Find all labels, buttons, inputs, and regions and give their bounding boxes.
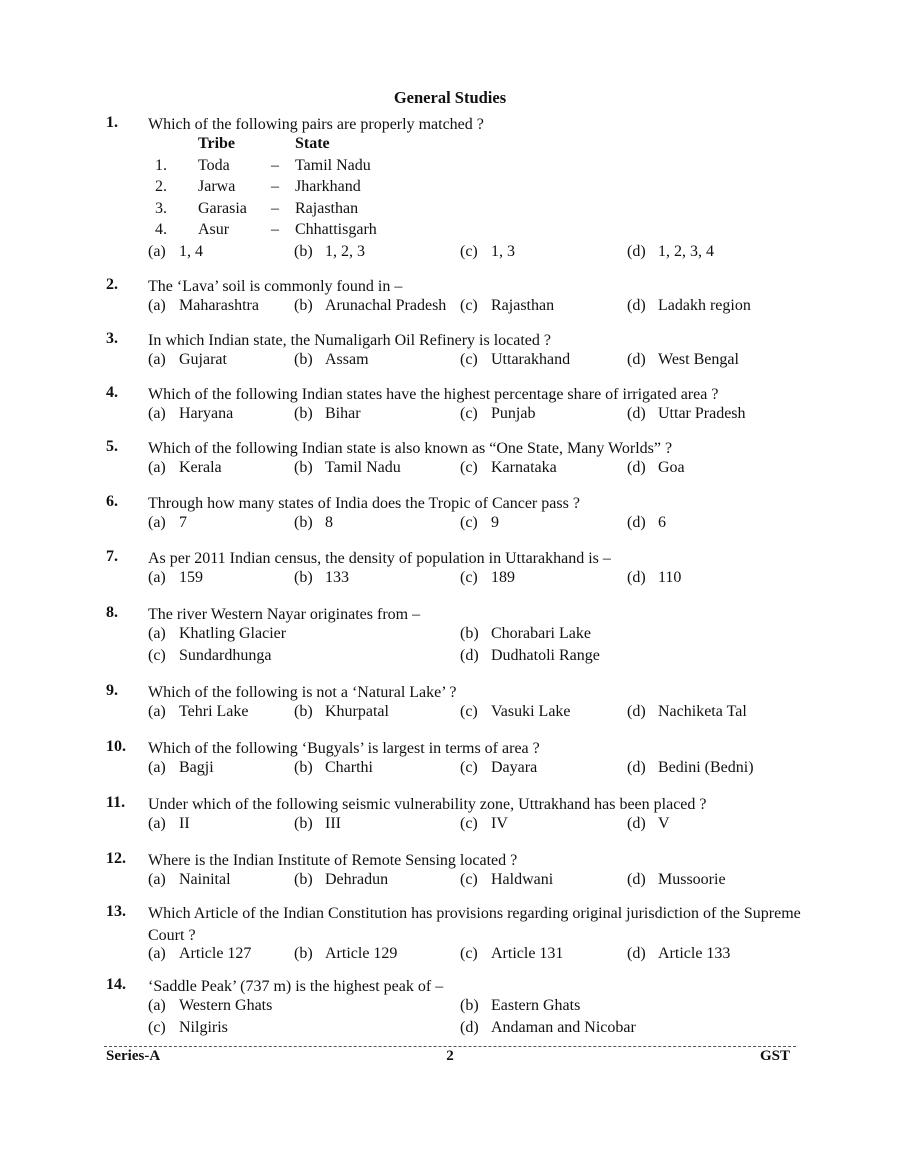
question-text: Which of the following pairs are properly matched ? (148, 116, 484, 133)
option-a: (a) Bagji (148, 759, 214, 776)
page-title: General Studies (393, 88, 507, 107)
option-b: (b) Article 129 (294, 945, 398, 962)
option-b: (b) Assam (294, 351, 369, 368)
option-b: (b) Khurpatal (294, 703, 389, 720)
option-d: (d) 110 (627, 569, 682, 586)
tribe-name: Toda (198, 157, 230, 174)
question-text: The river Western Nayar originates from – (148, 606, 421, 623)
footer-series: Series-A (106, 1048, 161, 1064)
question-number: 7. (106, 548, 118, 565)
question-text: As per 2011 Indian census, the density of population in Uttarakhand is – (148, 550, 611, 567)
question-number: 13. (106, 903, 126, 920)
header-tribe: Tribe (198, 135, 236, 152)
option-c: (c) Article 131 (460, 945, 564, 962)
option-d: (d) West Bengal (627, 351, 739, 368)
question-number: 10. (106, 738, 126, 755)
option-d: (d) Article 133 (627, 945, 731, 962)
row-number: 4. (155, 221, 167, 238)
option-c: (c) Rajasthan (460, 297, 555, 314)
option-c: (c) Haldwani (460, 871, 554, 888)
option-c: (c) Sundardhunga (148, 647, 272, 664)
option-b: (b) Charthi (294, 759, 373, 776)
option-c: (c) 1, 3 (460, 243, 515, 260)
tribe-name: Garasia (198, 200, 247, 217)
option-a: (a) 1, 4 (148, 243, 203, 260)
option-b: (b) Bihar (294, 405, 361, 422)
question-number: 8. (106, 604, 118, 621)
option-c: (c) Uttarakhand (460, 351, 571, 368)
option-a: (a) 7 (148, 514, 187, 531)
question-text: Which of the following Indian state is also known as “One State, Many Worlds” ? (148, 440, 673, 457)
question-text: Where is the Indian Institute of Remote Sensing located ? (148, 852, 518, 869)
option-b: (b) III (294, 815, 341, 832)
option-c: (c) 9 (460, 514, 499, 531)
state-name: Chhattisgarh (295, 221, 377, 238)
dash: – (271, 157, 279, 174)
question-text: The ‘Lava’ soil is commonly found in – (148, 278, 403, 295)
header-state: State (295, 135, 330, 152)
option-b: (b) Chorabari Lake (460, 625, 591, 642)
question-number: 1. (106, 114, 118, 131)
footer-divider (104, 1046, 796, 1047)
question-number: 3. (106, 330, 118, 347)
option-c: (c) Karnataka (460, 459, 557, 476)
option-a: (a) Western Ghats (148, 997, 273, 1014)
option-d: (d) Dudhatoli Range (460, 647, 600, 664)
dash: – (271, 178, 279, 195)
state-name: Tamil Nadu (295, 157, 371, 174)
option-a: (a) Article 127 (148, 945, 252, 962)
question-text: Which of the following is not a ‘Natural Lake’ ? (148, 684, 457, 701)
option-a: (a) Kerala (148, 459, 222, 476)
option-d: (d) 6 (627, 514, 666, 531)
footer-page-number: 2 (446, 1048, 454, 1064)
option-c: (c) Nilgiris (148, 1019, 228, 1036)
question-number: 12. (106, 850, 126, 867)
option-a: (a) Maharashtra (148, 297, 259, 314)
question-text: Which of the following Indian states have the highest percentage share of irrigated area ? (148, 386, 719, 403)
option-d: (d) Goa (627, 459, 685, 476)
question-text: Under which of the following seismic vulnerability zone, Uttrakhand has been placed ? (148, 796, 707, 813)
question-number: 5. (106, 438, 118, 455)
option-c: (c) Punjab (460, 405, 536, 422)
row-number: 1. (155, 157, 167, 174)
option-a: (a) Khatling Glacier (148, 625, 287, 642)
tribe-name: Asur (198, 221, 230, 238)
option-d: (d) Ladakh region (627, 297, 751, 314)
question-text: Through how many states of India does the Tropic of Cancer pass ? (148, 495, 580, 512)
option-b: (b) Dehradun (294, 871, 389, 888)
tribe-name: Jarwa (198, 178, 236, 195)
option-b: (b) 133 (294, 569, 349, 586)
option-d: (d) Nachiketa Tal (627, 703, 747, 720)
option-a: (a) Tehri Lake (148, 703, 249, 720)
question-text: ‘Saddle Peak’ (737 m) is the highest peak of – (148, 978, 444, 995)
option-d: (d) Bedini (Bedni) (627, 759, 754, 776)
option-b: (b) Eastern Ghats (460, 997, 581, 1014)
option-c: (c) IV (460, 815, 508, 832)
question-number: 4. (106, 384, 118, 401)
state-name: Jharkhand (295, 178, 361, 195)
option-d: (d) 1, 2, 3, 4 (627, 243, 714, 260)
option-a: (a) II (148, 815, 190, 832)
question-text: In which Indian state, the Numaligarh Oil Refinery is located ? (148, 332, 551, 349)
option-d: (d) V (627, 815, 670, 832)
option-a: (a) Nainital (148, 871, 231, 888)
option-a: (a) Gujarat (148, 351, 227, 368)
option-b: (b) Arunachal Pradesh (294, 297, 447, 314)
question-text: Which of the following ‘Bugyals’ is largest in terms of area ? (148, 740, 540, 757)
row-number: 2. (155, 178, 167, 195)
question-number: 14. (106, 976, 126, 993)
row-number: 3. (155, 200, 167, 217)
question-number: 6. (106, 493, 118, 510)
option-d: (d) Mussoorie (627, 871, 726, 888)
question-number: 9. (106, 682, 118, 699)
question-number: 2. (106, 276, 118, 293)
footer-code: GST (760, 1048, 791, 1064)
option-c: (c) Vasuki Lake (460, 703, 571, 720)
option-a: (a) Haryana (148, 405, 234, 422)
option-a: (a) 159 (148, 569, 203, 586)
option-d: (d) Uttar Pradesh (627, 405, 746, 422)
option-c: (c) Dayara (460, 759, 538, 776)
question-number: 11. (106, 794, 126, 811)
dash: – (271, 200, 279, 217)
state-name: Rajasthan (295, 200, 359, 217)
option-b: (b) 1, 2, 3 (294, 243, 365, 260)
option-c: (c) 189 (460, 569, 515, 586)
dash: – (271, 221, 279, 238)
option-b: (b) Tamil Nadu (294, 459, 401, 476)
question-text: Which Article of the Indian Constitution has provisions regarding original jurisdiction of the Supreme Court ? (148, 905, 801, 944)
option-d: (d) Andaman and Nicobar (460, 1019, 636, 1036)
option-b: (b) 8 (294, 514, 333, 531)
